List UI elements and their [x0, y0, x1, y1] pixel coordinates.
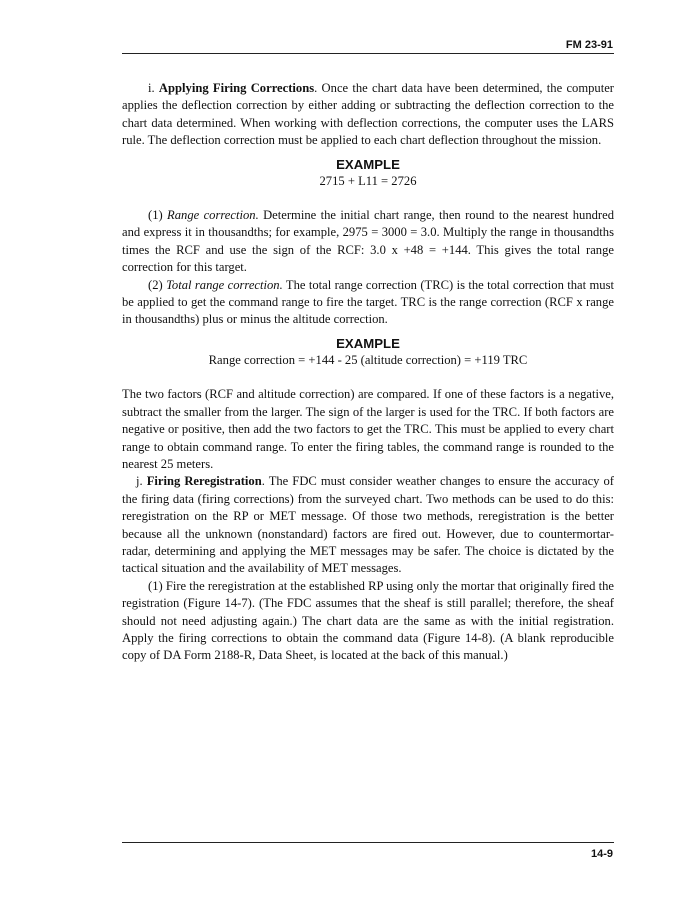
paragraph-range-correction: [122, 207, 614, 277]
header-rule: [122, 53, 614, 54]
manual-id: FM 23-91: [565, 39, 613, 51]
total-range-correction-term: Total range correction.: [166, 277, 283, 292]
range-correction-number: (1): [148, 208, 163, 223]
paragraph-i-text: . Once the chart data have been determined, the computer applies the deflection correction by either adding or subtracting the deflection correction to the chart data determined. When working with deflection corrections, the computer uses the LARS rule. The deflection correction must be applied to each chart deflection throughout the mission.: [122, 81, 614, 148]
spacer: [122, 369, 614, 386]
page-body: [122, 80, 614, 665]
paragraph-j1: (1) Fire the reregistration at the established RP using only the mortar that originally fired the registration (Figure 14-7). (The FDC assumes that the sheaf is still parallel; therefore, the sheaf should not need adjusting again.) The chart data are the same as with the initial registration. Apply the firing corrections to obtain the command data (Figure 14-8). (A blank reproducible copy of DA Form 2188-R, Data Sheet, is located at the back of this manual.): [122, 578, 614, 663]
paragraph-j-text: . The FDC must consider weather changes to ensure the accuracy of the firing data (firing corrections) from the surveyed chart. Two methods can be used to do this: reregistration on the RP or MET message. Of those two methods, reregistration is the better because all the unknown (nonstandard) factors are fired out. However, due to countermortar-radar, determining and applying the MET messages may be safer. The choice is dictated by the tactical situation and the availability of MET messages.: [122, 474, 614, 576]
range-correction-text: Determine the initial chart range, then round to the nearest hundred and express it in thousandths; for example, 2975 = 3000 = 3.0. Multiply the range in thousandths times the RCF and use the sign of the RCF: 3.0 x +48 = +144. This gives the total range correction for this target.: [122, 208, 614, 275]
paragraph-j: [122, 473, 614, 577]
paragraph-j-heading: Firing Reregistration: [146, 474, 262, 489]
paragraph-j-label: j.: [136, 474, 143, 489]
example-body-2: Range correction = +144 - 25 (altitude correction) = +119 TRC: [208, 352, 528, 367]
paragraph-factors: The two factors (RCF and altitude correction) are compared. If one of these factors is a negative, subtract the smaller from the larger. The sign of the larger is used for the TRC. If both factors are negative or positive, then add the two factors to get the TRC. This must be applied to every chart range to obtain command range. To enter the firing tables, the command range is rounded to the nearest 25 meters.: [122, 387, 614, 471]
footer-rule: [122, 842, 614, 843]
paragraph-total-range-correction: [122, 277, 614, 329]
total-range-correction-text: The total range correction (TRC) is the total correction that must be applied to get the command range to fire the target. TRC is the range correction (RCF x range in thousandths) plus or minus the altitude correction.: [122, 277, 615, 327]
page-number: 14-9: [590, 848, 613, 860]
paragraph-i-label: i.: [148, 81, 155, 95]
example-heading-1: EXAMPLE: [336, 156, 400, 172]
paragraph-i: [122, 80, 614, 150]
paragraph-i-heading: Applying Firing Corrections: [158, 81, 315, 95]
example-body-1: 2715 + L11 = 2726: [319, 173, 417, 188]
total-range-correction-number: (2): [148, 277, 163, 292]
spacer: [122, 190, 614, 207]
range-correction-term: Range correction.: [167, 208, 259, 223]
example-heading-2: EXAMPLE: [336, 335, 400, 351]
